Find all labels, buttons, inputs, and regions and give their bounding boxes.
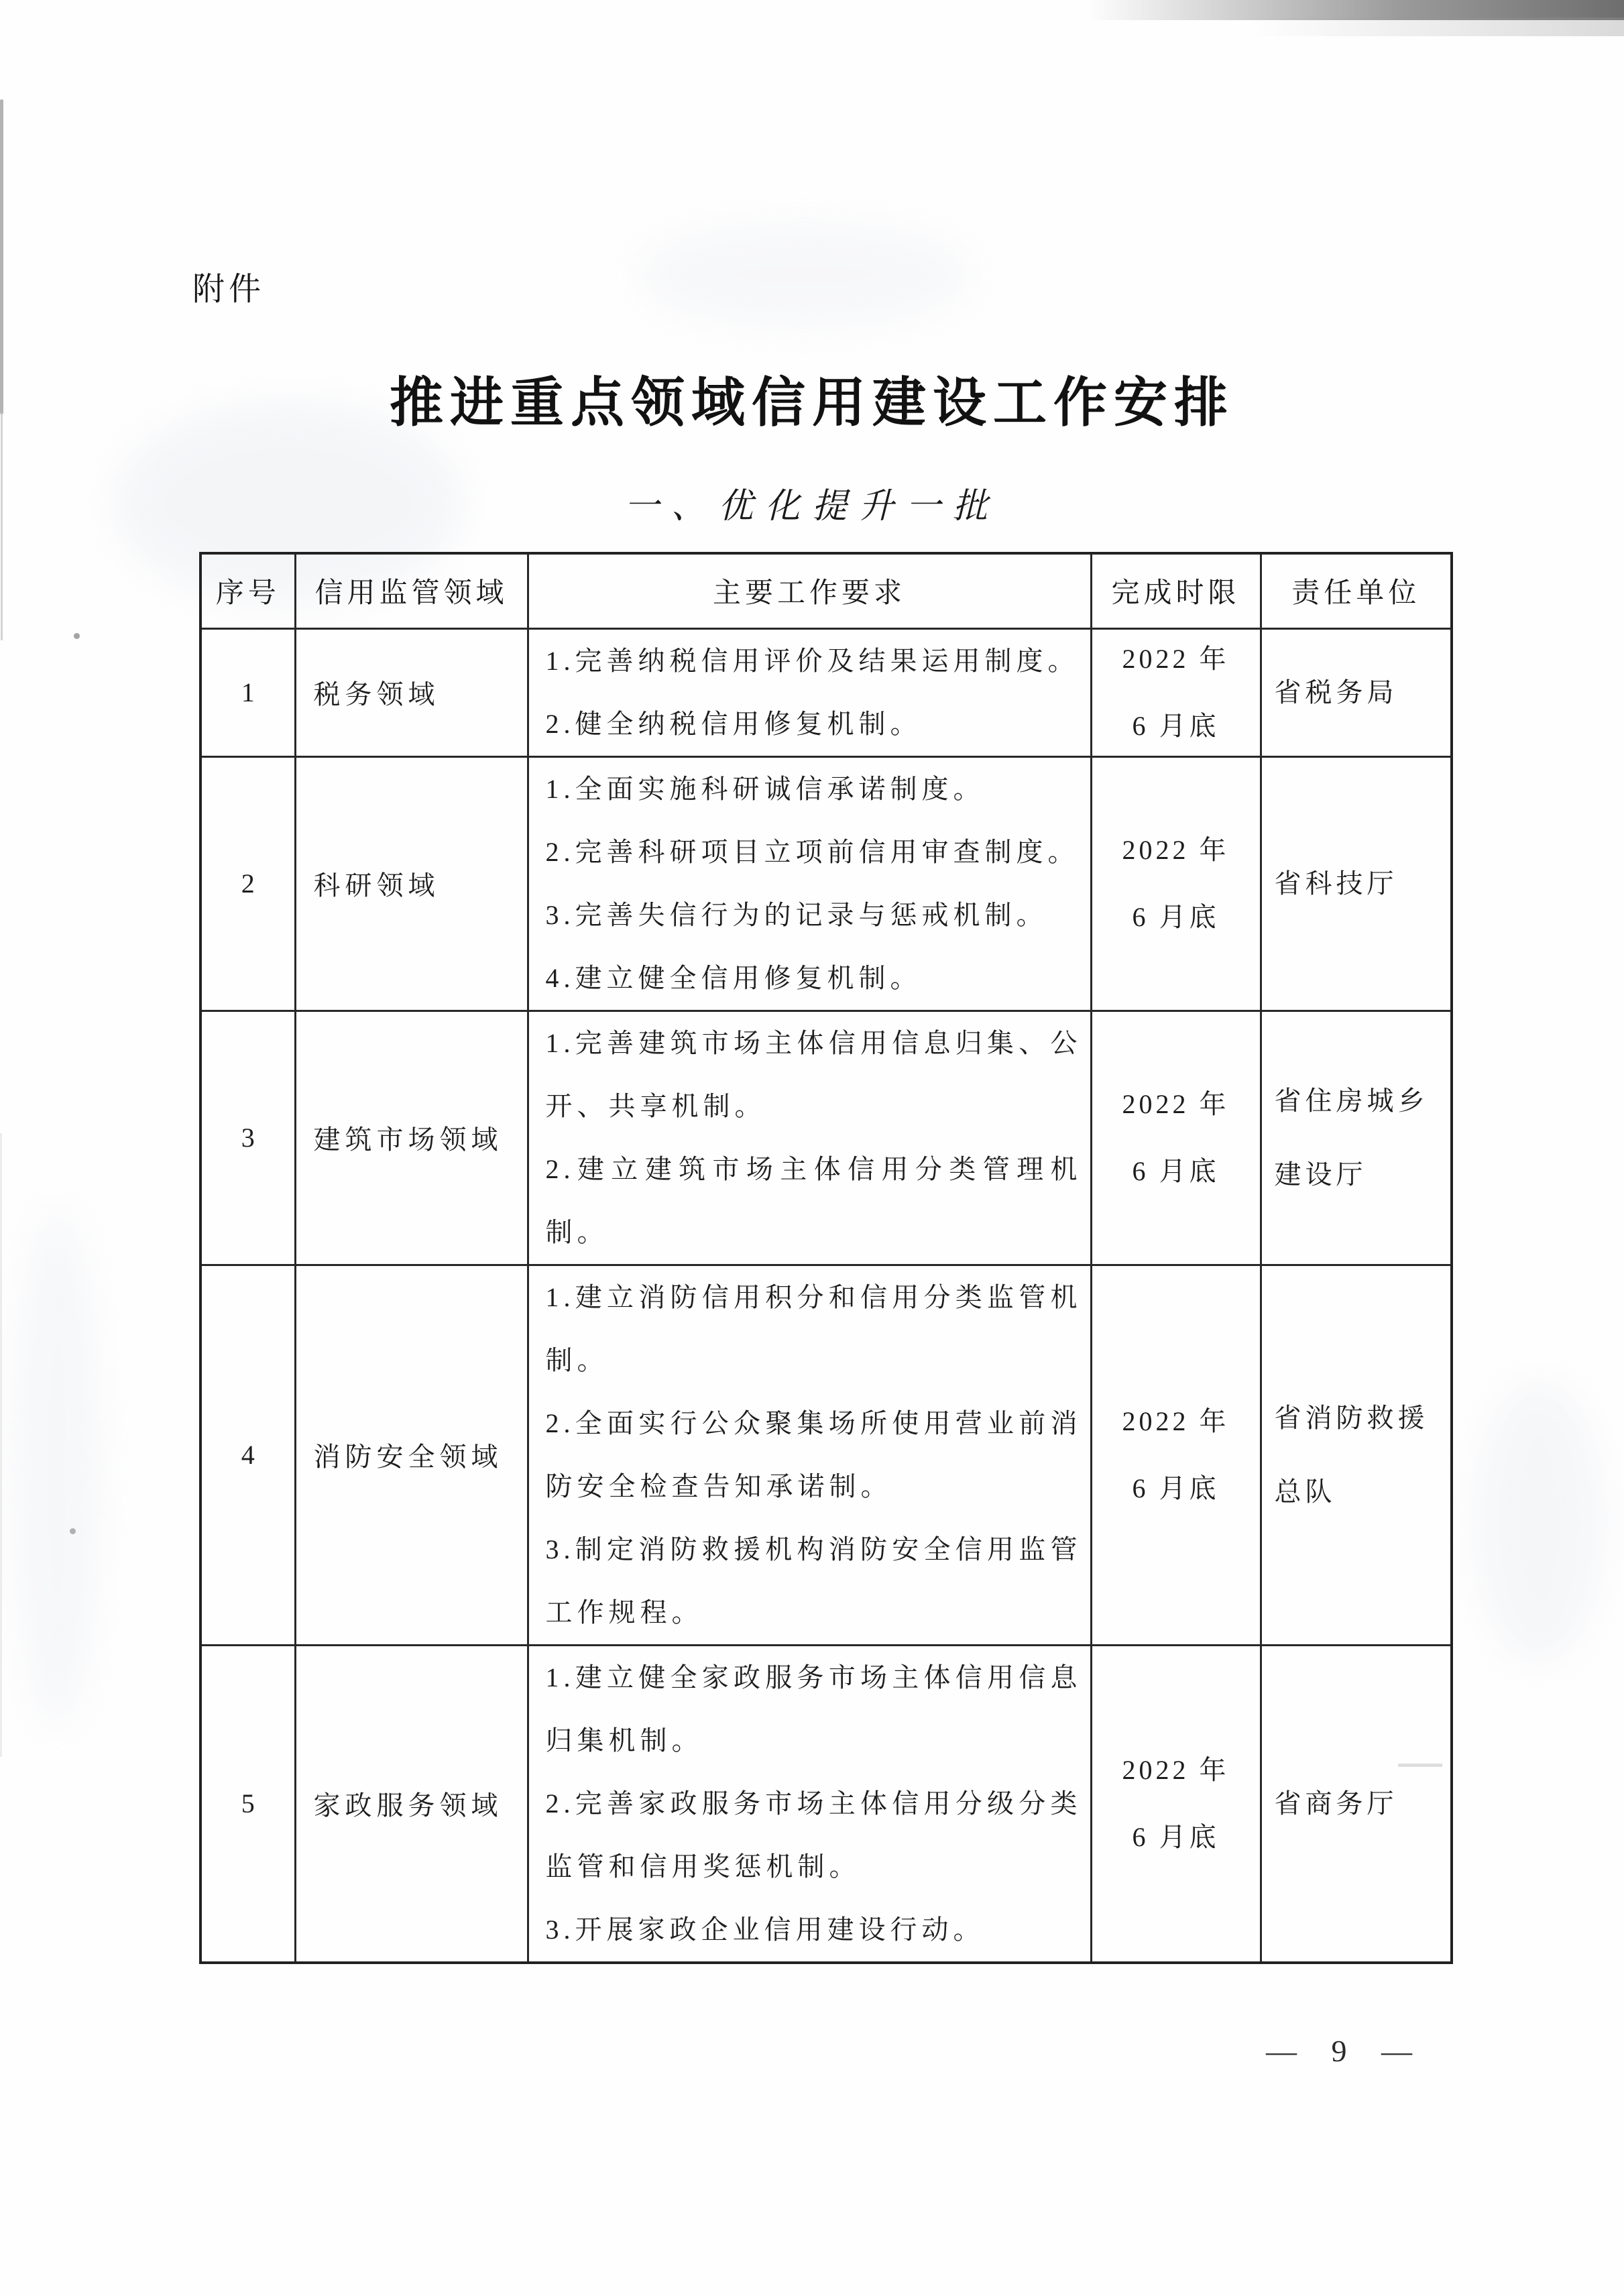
table-row bbox=[200, 1011, 1452, 1265]
deadline-cell bbox=[1091, 1011, 1261, 1265]
scan-smudge bbox=[637, 221, 972, 329]
table-row bbox=[200, 628, 1452, 756]
tasks-cell bbox=[528, 1011, 1091, 1265]
scan-speck bbox=[74, 633, 80, 639]
deadline-cell bbox=[1091, 1265, 1261, 1645]
tasks-cell bbox=[528, 1645, 1091, 1963]
deadline-line: 6 月底 bbox=[1132, 1821, 1220, 1852]
task-item: 1.建立消防信用积分和信用分类监管机制。 bbox=[545, 1281, 1082, 1375]
task-item: 1.建立健全家政服务市场主体信用信息归集机制。 bbox=[545, 1662, 1082, 1756]
column-header: 序号 bbox=[200, 553, 295, 628]
domain-cell: 科研领域 bbox=[295, 756, 528, 1011]
task-item: 2.完善科研项目立项前信用审查制度。 bbox=[545, 836, 1080, 867]
deadline-cell bbox=[1091, 756, 1261, 1011]
deadline-line: 2022 年 bbox=[1122, 1088, 1230, 1119]
unit-cell bbox=[1261, 1645, 1452, 1963]
unit-cell bbox=[1261, 1265, 1452, 1645]
unit-line: 省消防救援 bbox=[1274, 1402, 1429, 1433]
column-header: 信用监管领域 bbox=[295, 553, 528, 628]
table-row bbox=[200, 1645, 1452, 1963]
task-item: 3.完善失信行为的记录与惩戒机制。 bbox=[545, 899, 1048, 930]
scan-artifact-left-edge-line-lower bbox=[0, 1133, 2, 1757]
domain-cell: 建筑市场领域 bbox=[295, 1011, 528, 1265]
tasks-cell bbox=[528, 628, 1091, 756]
domain-cell: 税务领域 bbox=[295, 628, 528, 756]
document-title: 推进重点领域信用建设工作安排 bbox=[390, 374, 1234, 433]
deadline-cell bbox=[1091, 1645, 1261, 1963]
task-item: 3.开展家政企业信用建设行动。 bbox=[545, 1914, 985, 1945]
section-heading: 一、优化提升一批 bbox=[624, 487, 1000, 526]
column-header: 完成时限 bbox=[1091, 553, 1261, 628]
deadline-line: 2022 年 bbox=[1122, 1754, 1230, 1785]
scan-smudge bbox=[13, 1207, 101, 1730]
unit-line: 总队 bbox=[1274, 1476, 1336, 1507]
deadline-line: 2022 年 bbox=[1122, 643, 1230, 674]
deadline-line: 6 月底 bbox=[1132, 901, 1220, 932]
table-row bbox=[200, 1265, 1452, 1645]
column-header: 主要工作要求 bbox=[528, 553, 1091, 628]
task-item: 1.完善纳税信用评价及结果运用制度。 bbox=[545, 645, 1080, 676]
row-number-cell: 1 bbox=[200, 628, 295, 756]
attachment-label: 附件 bbox=[192, 272, 266, 307]
task-item: 4.建立健全信用修复机制。 bbox=[545, 962, 922, 993]
row-number-cell: 3 bbox=[200, 1011, 295, 1265]
task-item: 2.全面实行公众聚集场所使用营业前消防安全检查告知承诺制。 bbox=[545, 1408, 1082, 1501]
unit-line: 省商务厅 bbox=[1274, 1788, 1398, 1819]
tasks-cell bbox=[528, 1265, 1091, 1645]
row-number-cell: 5 bbox=[200, 1645, 295, 1963]
task-item: 2.完善家政服务市场主体信用分级分类监管和信用奖惩机制。 bbox=[545, 1788, 1082, 1882]
task-item: 1.全面实施科研诚信承诺制度。 bbox=[545, 773, 985, 804]
deadline-line: 6 月底 bbox=[1132, 1473, 1220, 1503]
unit-line: 省科技厅 bbox=[1274, 868, 1398, 899]
domain-cell: 消防安全领域 bbox=[295, 1265, 528, 1645]
unit-line: 省税务局 bbox=[1274, 677, 1398, 707]
deadline-line: 2022 年 bbox=[1122, 1405, 1230, 1436]
domain-cell: 家政服务领域 bbox=[295, 1645, 528, 1963]
deadline-line: 6 月底 bbox=[1132, 710, 1220, 741]
task-item: 3.制定消防救援机构消防安全信用监管工作规程。 bbox=[545, 1534, 1082, 1627]
unit-line: 省住房城乡 bbox=[1274, 1085, 1429, 1116]
task-item: 1.完善建筑市场主体信用信息归集、公开、共享机制。 bbox=[545, 1027, 1082, 1121]
scan-speck bbox=[70, 1528, 76, 1534]
row-number-cell: 4 bbox=[200, 1265, 295, 1645]
column-header: 责任单位 bbox=[1261, 553, 1452, 628]
deadline-cell bbox=[1091, 628, 1261, 756]
work-arrangement-table bbox=[199, 552, 1453, 1964]
task-item: 2.健全纳税信用修复机制。 bbox=[545, 708, 922, 739]
page-number: — 9 — bbox=[1266, 2034, 1426, 2068]
scan-artifact-top-edge-shadow-soft bbox=[1249, 17, 1624, 36]
table-header-row bbox=[200, 553, 1452, 628]
deadline-line: 2022 年 bbox=[1122, 834, 1230, 865]
table-row bbox=[200, 756, 1452, 1011]
unit-cell bbox=[1261, 628, 1452, 756]
unit-line: 建设厅 bbox=[1274, 1159, 1367, 1190]
task-item: 2.建立建筑市场主体信用分类管理机制。 bbox=[545, 1153, 1082, 1247]
scan-smudge bbox=[1475, 1381, 1603, 1663]
row-number-cell: 2 bbox=[200, 756, 295, 1011]
unit-cell bbox=[1261, 1011, 1452, 1265]
unit-cell bbox=[1261, 756, 1452, 1011]
tasks-cell bbox=[528, 756, 1091, 1011]
deadline-line: 6 月底 bbox=[1132, 1155, 1220, 1186]
